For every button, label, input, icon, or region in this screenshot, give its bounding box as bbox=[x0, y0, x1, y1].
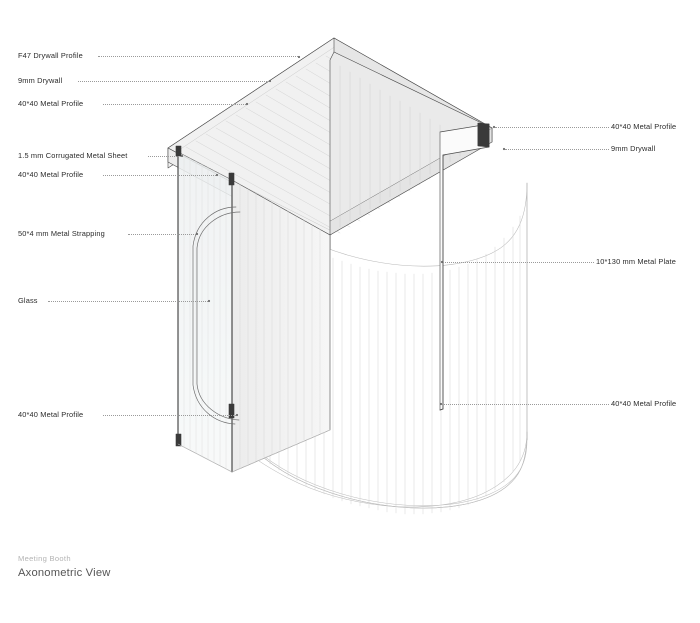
caption-subtitle: Meeting Booth bbox=[18, 553, 71, 563]
label-metal-strapping: 50*4 mm Metal Strapping bbox=[18, 229, 105, 238]
leader-40x40-metal-profile-top bbox=[103, 104, 246, 105]
leader-9mm-drywall-right bbox=[505, 149, 609, 150]
leader-40x40-metal-profile-top-right bbox=[495, 127, 609, 128]
leader-metal-strapping bbox=[128, 234, 196, 235]
leader-metal-plate bbox=[443, 262, 594, 263]
label-40x40-metal-profile-bottom-right: 40*40 Metal Profile bbox=[611, 399, 677, 408]
label-f47-drywall-profile: F47 Drywall Profile bbox=[18, 51, 83, 60]
label-9mm-drywall: 9mm Drywall bbox=[18, 76, 63, 85]
leader-40x40-metal-profile-bottom-right bbox=[442, 404, 609, 405]
label-corrugated-metal-sheet: 1.5 mm Corrugated Metal Sheet bbox=[18, 151, 128, 160]
label-40x40-metal-profile-upper-left: 40*40 Metal Profile bbox=[18, 170, 84, 179]
glass-partition bbox=[178, 152, 232, 472]
leader-40x40-metal-profile-lower-left bbox=[103, 415, 236, 416]
drawing-caption bbox=[18, 554, 111, 581]
caption-title: Axonometric View bbox=[18, 566, 111, 579]
label-40x40-metal-profile-top: 40*40 Metal Profile bbox=[18, 99, 84, 108]
leader-corrugated-metal-sheet bbox=[148, 156, 181, 157]
leader-9mm-drywall bbox=[78, 81, 269, 82]
leader-f47-drywall-profile bbox=[98, 56, 298, 57]
label-40x40-metal-profile-top-right: 40*40 Metal Profile bbox=[611, 122, 677, 131]
label-metal-plate: 10*130 mm Metal Plate bbox=[596, 257, 676, 266]
label-40x40-metal-profile-lower-left: 40*40 Metal Profile bbox=[18, 410, 84, 419]
label-glass: Glass bbox=[18, 296, 38, 305]
booth-geometry bbox=[168, 38, 527, 514]
leader-glass bbox=[48, 301, 208, 302]
leader-40x40-metal-profile-upper-left bbox=[103, 175, 216, 176]
label-9mm-drywall-right: 9mm Drywall bbox=[611, 144, 656, 153]
